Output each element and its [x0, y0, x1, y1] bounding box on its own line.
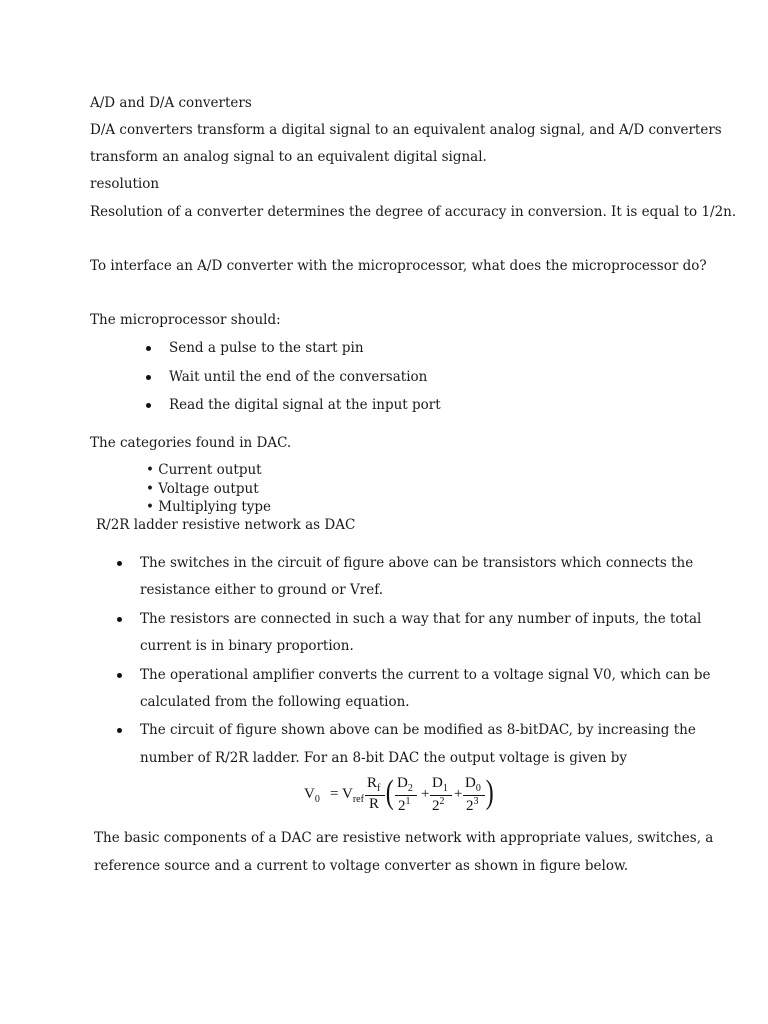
micro-step: Wait until the end of the conversation	[169, 369, 428, 385]
eq-term2-denominator: $2^2$	[432, 796, 445, 814]
eq-r-denominator: R	[369, 796, 380, 812]
eq-term3-numerator: $D_0$	[465, 775, 481, 794]
eq-vref: $V_{ref}$	[342, 786, 364, 805]
bullet-icon	[146, 375, 151, 380]
basic-components-line-2: reference source and a current to voltage converter as shown in figure below.	[94, 858, 629, 874]
ladder-point-line: The circuit of figure shown above can be modified as 8-bitDAC, by increasing the	[140, 722, 696, 738]
eq-close-paren: )	[485, 774, 494, 811]
question: To interface an A/D converter with the microprocessor, what does the microprocessor do?	[90, 258, 707, 274]
intro-line-1: D/A converters transform a digital signal to an equivalent analog signal, and A/D converters	[90, 122, 722, 138]
eq-lhs: $V_0$	[304, 786, 320, 805]
eq-term1-denominator: $2^1$	[398, 796, 411, 814]
micro-step: Read the digital signal at the input port	[169, 397, 441, 413]
eq-term1-numerator: $D_2$	[397, 775, 413, 794]
intro-line-2: transform an analog signal to an equivalent digital signal.	[90, 149, 487, 165]
bullet-icon	[146, 403, 151, 408]
ladder-point-line: calculated from the following equation.	[140, 694, 410, 710]
resolution-text: Resolution of a converter determines the degree of accuracy in conversion. It is equal to 1/2n.	[90, 204, 737, 220]
basic-components-line-1: The basic components of a DAC are resistive network with appropriate values, switches, a	[94, 830, 714, 846]
eq-plus: +	[454, 786, 463, 802]
dac-category: • Voltage output	[146, 481, 259, 497]
ladder-point-line: resistance either to ground or Vref.	[140, 582, 384, 598]
heading: A/D and D/A converters	[90, 95, 252, 111]
dac-category: • Multiplying type	[146, 499, 272, 515]
ladder-point-line: current is in binary proportion.	[140, 638, 354, 654]
ladder-point-line: number of R/2R ladder. For an 8-bit DAC the output voltage is given by	[140, 750, 628, 766]
bullet-icon	[117, 561, 122, 566]
dac-categories-heading: The categories found in DAC.	[90, 435, 292, 451]
bullet-icon	[117, 673, 122, 678]
ladder-point-line: The resistors are connected in such a way that for any number of inputs, the total	[140, 611, 702, 627]
eq-term3-denominator: $2^3$	[466, 796, 479, 814]
bullet-icon	[146, 346, 151, 351]
dac-category: • Current output	[146, 462, 262, 478]
micro-intro: The microprocessor should:	[90, 312, 281, 328]
eq-equals: =	[330, 786, 339, 802]
resolution-heading: resolution	[90, 176, 160, 192]
eq-open-paren: (	[385, 774, 394, 811]
bullet-icon	[117, 728, 122, 733]
micro-step: Send a pulse to the start pin	[169, 340, 364, 356]
bullet-icon	[117, 617, 122, 622]
dac-output-equation	[304, 772, 504, 818]
ladder-point-line: The operational amplifier converts the current to a voltage signal V0, which can be	[140, 667, 711, 683]
eq-term2-numerator: $D_1$	[432, 775, 448, 794]
eq-rf-numerator: $R_f$	[367, 775, 381, 794]
eq-plus: +	[421, 786, 430, 802]
ladder-heading: R/2R ladder resistive network as DAC	[96, 517, 356, 533]
ladder-point-line: The switches in the circuit of figure above can be transistors which connects the	[140, 555, 694, 571]
